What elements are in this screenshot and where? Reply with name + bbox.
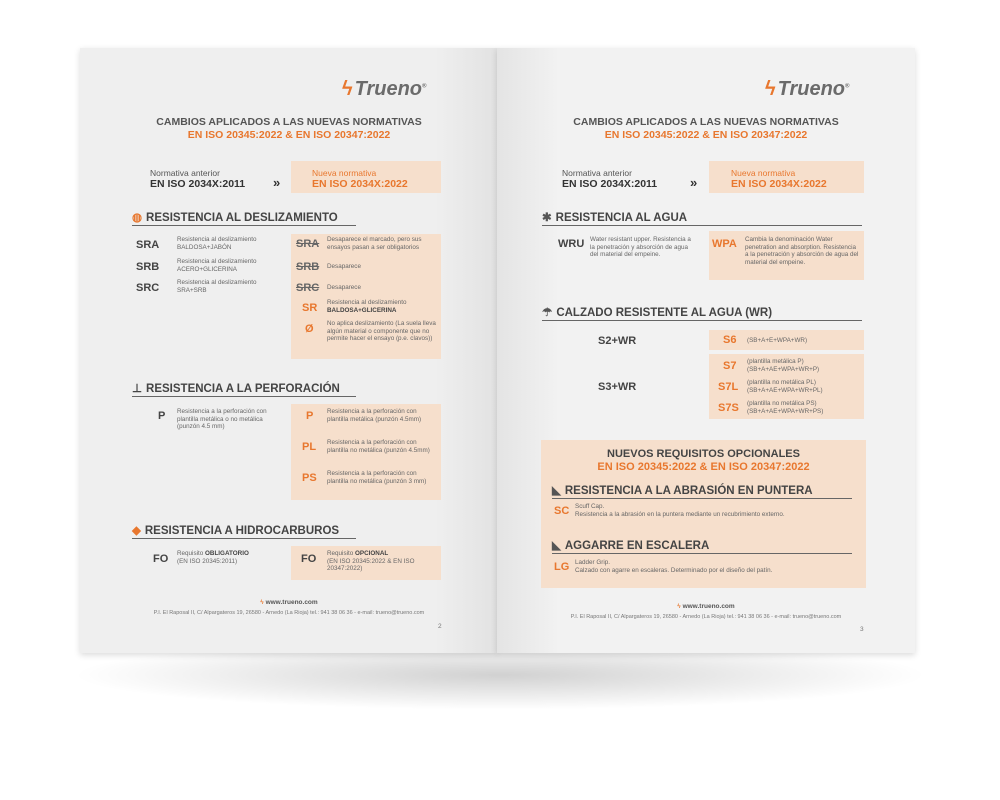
brand-logo: ϟ Trueno®: [765, 78, 850, 100]
wru-desc: Water resistant upper. Resistencia a la penetración y absorción de agua del material del empeine.: [590, 236, 691, 258]
code-s3wr: S3+WR: [598, 381, 637, 393]
s7s-desc: (plantilla no metálica PS) (SB+A+AE+WPA+WR+PS): [747, 400, 824, 415]
srb-desc: Resistencia al deslizamiento ACERO+GLICERINA: [177, 258, 257, 273]
ps-desc: Resistencia a la perforación con plantilla no metálica (punzón 3 mm): [327, 470, 427, 485]
new-norm-value: EN ISO 2034X:2022: [312, 178, 408, 190]
right-page: [497, 48, 915, 653]
code-sra: SRA: [136, 239, 160, 251]
code-p-new: P: [306, 410, 314, 422]
bolt-icon: ϟ: [342, 78, 353, 100]
drop-icon: ◆: [132, 525, 141, 537]
chevron-right-icon: »: [690, 175, 698, 190]
page-number: 2: [438, 623, 442, 630]
fo-old-desc: Requisito OBLIGATORIO (EN ISO 20345:2011): [177, 550, 249, 565]
section-slip-heading: ◍ RESISTENCIA AL DESLIZAMIENTO: [132, 210, 356, 226]
new-sr: SR: [302, 302, 318, 314]
p-old-desc: Resistencia a la perforación con plantilla metálica o no metálica (punzón 4.5 mm): [177, 408, 267, 430]
code-pl: PL: [302, 441, 317, 453]
code-ps: PS: [302, 472, 317, 484]
code-srb: SRB: [136, 261, 160, 273]
prev-norm-label: Normativa anterior: [562, 168, 632, 178]
section-ladder-heading: ◣ AGGARRE EN ESCALERA: [552, 538, 852, 554]
bolt-icon: ϟ: [765, 78, 776, 100]
new-srb-desc: Desaparece: [327, 263, 361, 270]
section-water-heading: ✱ RESISTENCIA AL AGUA: [542, 210, 862, 226]
s7-desc: (plantilla metálica P) (SB+A+AE+WPA+WR+P): [747, 358, 820, 373]
sra-desc: Resistencia al deslizamiento BALDOSA+JABÓN: [177, 236, 257, 251]
code-s2wr: S2+WR: [598, 335, 637, 347]
lg-desc: Ladder Grip. Calzado con agarre en escaleras. Determinado por el diseño del patín.: [575, 559, 773, 574]
p-new-desc: Resistencia a la perforación con plantilla metálica (punzón 4.5mm): [327, 408, 422, 423]
prev-norm-value: EN ISO 2034X:2011: [562, 178, 658, 190]
new-srb: SRB: [296, 261, 320, 273]
new-src-desc: Desaparece: [327, 284, 361, 291]
boot-icon: ◣: [552, 540, 561, 552]
new-norm-value: EN ISO 2034X:2022: [731, 178, 827, 190]
bolt-icon: ϟ: [260, 599, 264, 606]
fo-new-desc: Requisito OPCIONAL (EN ISO 20345:2022 & EN ISO 20347:2022): [327, 550, 415, 572]
page-title: CAMBIOS APLICADOS A LAS NUEVAS NORMATIVAS EN ISO 20345:2022 & EN ISO 20347:2022: [573, 116, 839, 141]
src-desc: Resistencia al deslizamiento SRA+SRB: [177, 279, 257, 294]
code-lg: LG: [554, 561, 570, 573]
boot-icon: ◣: [552, 485, 561, 497]
new-src: SRC: [296, 282, 320, 294]
s7l-desc: (plantilla no metálica PL) (SB+A+AE+WPA+WR+PL): [747, 379, 823, 394]
brand-logo: ϟ Trueno®: [342, 78, 427, 100]
section-wr-heading: ☂ CALZADO RESISTENTE AL AGUA (WR): [542, 305, 862, 321]
code-fo-old: FO: [153, 553, 169, 565]
code-s6: S6: [723, 334, 737, 346]
section-perforation-heading: ⊥ RESISTENCIA A LA PERFORACIÓN: [132, 381, 356, 397]
new-norm-label: Nueva normativa: [312, 168, 377, 178]
left-page: [80, 48, 498, 653]
code-p-old: P: [158, 410, 166, 422]
code-fo-new: FO: [301, 553, 317, 565]
section-hydrocarbons-heading: ◆ RESISTENCIA A HIDROCARBUROS: [132, 523, 356, 539]
page-number: 3: [860, 626, 864, 633]
nail-icon: ⊥: [132, 383, 143, 395]
pl-desc: Resistencia a la perforación con plantilla no metálica (punzón 4.5mm): [327, 439, 430, 454]
optional-title: NUEVOS REQUISITOS OPCIONALES EN ISO 20345:2022 & EN ISO 20347:2022: [597, 448, 810, 473]
s6-desc: (SB+A+E+WPA+WR): [747, 337, 808, 344]
code-wpa: WPA: [712, 238, 737, 250]
new-no-slip-desc: No aplica deslizamiento (La suela lleva algún material o componente que no permite hacer el ensayo (p.e. clavos)): [327, 320, 436, 342]
new-norm-label: Nueva normativa: [731, 168, 796, 178]
prev-norm-label: Normativa anterior: [150, 168, 220, 178]
code-s7s: S7S: [718, 402, 739, 414]
footer-address: P.I. El Raposal II, C/ Alpargateros 19, 26580 - Arnedo (La Rioja) tel.: 941 38 06 36 - e-mail: trueno@trueno.com: [153, 610, 425, 616]
footer-url: ϟ www.trueno.com: [260, 599, 318, 606]
chevron-right-icon: »: [273, 175, 281, 190]
sc-desc: Scuff Cap. Resistencia a la abrasión en la puntera mediante un recubrimiento externo.: [575, 503, 785, 518]
new-sra-desc: Desaparece el marcado, pero sus ensayos pasan a ser obligatorios: [327, 236, 422, 251]
code-wru: WRU: [558, 238, 585, 250]
umbrella-icon: ☂: [542, 307, 553, 319]
code-sc: SC: [554, 505, 570, 517]
section-abrasion-heading: ◣ RESISTENCIA A LA ABRASIÓN EN PUNTERA: [552, 483, 852, 499]
prev-norm-value: EN ISO 2034X:2011: [150, 178, 246, 190]
footer-url: ϟ www.trueno.com: [677, 603, 735, 610]
new-sr-desc: Resistencia al deslizamiento BALDOSA+GLICERINA: [327, 299, 407, 314]
code-src: SRC: [136, 282, 160, 294]
code-s7l: S7L: [718, 381, 739, 393]
new-no-slip: Ø: [305, 323, 314, 335]
bolt-icon: ϟ: [677, 603, 681, 610]
sole-icon: ◍: [132, 212, 143, 224]
water-splash-icon: ✱: [542, 212, 552, 224]
code-s7: S7: [723, 360, 737, 372]
page-title: CAMBIOS APLICADOS A LAS NUEVAS NORMATIVAS EN ISO 20345:2022 & EN ISO 20347:2022: [156, 116, 422, 141]
new-sra: SRA: [296, 238, 320, 250]
footer-address: P.I. El Raposal II, C/ Alpargateros 19, 26580 - Arnedo (La Rioja) tel.: 941 38 06 36 - e-mail: trueno@trueno.com: [570, 614, 842, 620]
wpa-desc: Cambia la denominación Water penetration and absorption. Resistencia a la penetración y absorción de agua del material del empeine.: [745, 236, 859, 266]
